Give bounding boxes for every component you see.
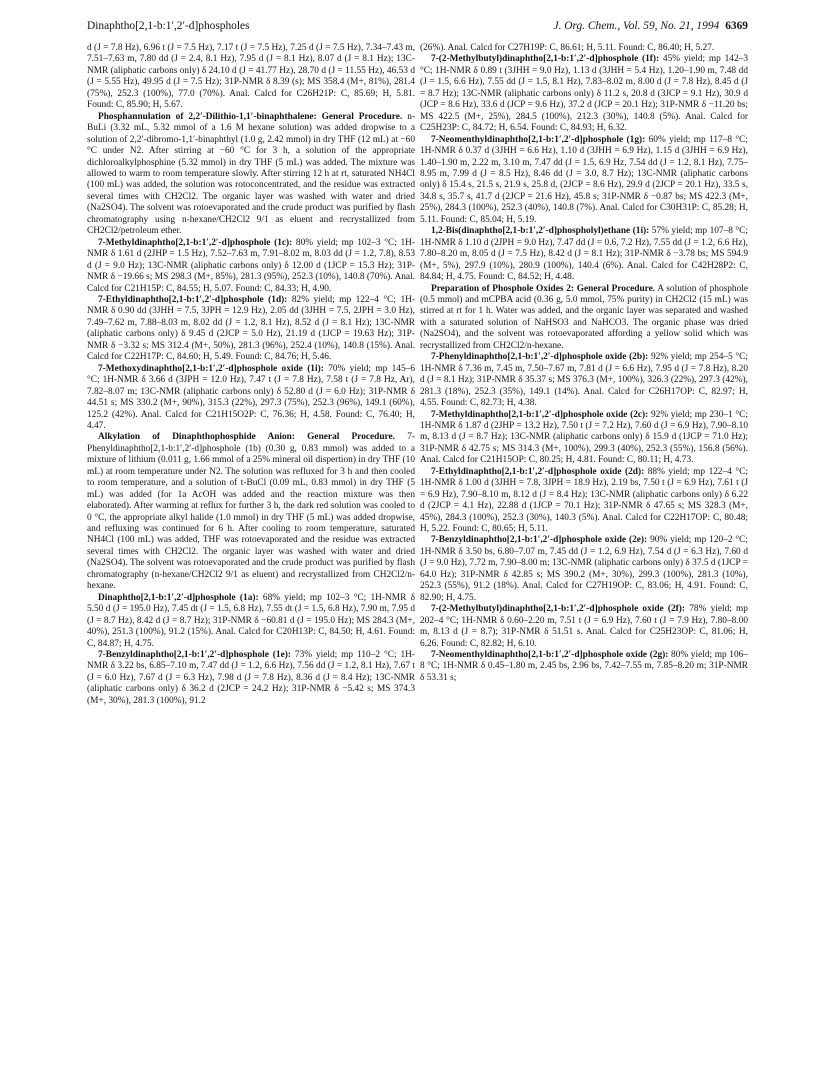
paragraph-heading: 7-Neomenthyldinaphtho[2,1-b:1′,2′-d]phosphole oxide (2g): — [431, 650, 669, 661]
paragraph-text: 68% yield; mp 102–3 °C; 1H-NMR δ 5.50 d (J = 195.0 Hz), 7.45 dt (J = 1.5, 6.8 Hz), 7.55 dt (J = 1.5, 6.8 Hz), 7.90 m, 7.95 d (J = 8.7 Hz), 8.42 d (J = 8.7 Hz); 31P-NMR δ −60.81 d (J = 195.0 Hz); MS 284.3 (M+, 40%), 251.3 (100%), 91.2 (15%). Anal. Calcd for C20H13P: C, 84.50; H, 4.61. Found: C, 84.87; H, 4.75. — [87, 592, 415, 649]
paragraph-heading: 7-Benzyldinaphtho[2,1-b:1′,2′-d]phosphole (1e): — [98, 650, 291, 661]
paragraph-heading: 7-(2-Methylbutyl)dinaphtho[2,1-b:1′,2′-d]phosphole oxide (2f): — [431, 604, 686, 615]
paragraph-heading: 7-Benzyldinaphtho[2,1-b:1′,2′-d]phosphole oxide (2e): — [431, 535, 648, 546]
paragraph-text: 78% yield; mp 202–4 °C; 1H-NMR δ 0.60–2.20 m, 7.51 t (J = 6.9 Hz), 7.60 t (J = 7.9 Hz), 7.80–8.00 m, 8.13 d (J = 8.7); 31P-NMR δ 51.51 s. Anal. Calcd for C25H23OP: C, 81.06; H, 6.26. Found: C, 82.82; H, 6.10. — [420, 604, 748, 649]
left-column — [87, 43, 415, 707]
paragraph — [420, 535, 748, 604]
paragraph-heading: 7-Neomenthyldinaphtho[2,1-b:1′,2′-d]phosphole (1g): — [431, 134, 646, 145]
paragraph-text: 80% yield; mp 106–8 °C; 1H-NMR δ 0.45–1.80 m, 2.45 bs, 2.96 bs, 7.42–7.55 m, 7.85–8.20 m; 31P-NMR δ 53.31 s; — [420, 650, 748, 683]
paragraph — [87, 593, 415, 650]
paragraph-text: 80% yield; mp 102–3 °C; 1H-NMR δ 1.61 d (2JHP = 1.5 Hz), 7.52–7.63 m, 7.91–8.02 m, 8.03 dd (J = 1.2, 7.8), 8.53 d (J = 9.0 Hz); 13C-NMR (aliphatic carbons only) δ 12.00 d (1JCP = 15.3 Hz); 31P-NMR δ −19.66 s; MS 298.3 (M+, 85%), 281.3 (95%), 252.3 (10%), 140.8 (70%). Anal. Calcd for C21H15P: C, 84.55; H, 5.07. Found: C, 84.33; H, 4.90. — [87, 237, 415, 294]
paragraph-heading: 1,2-Bis(dinaphtho[2,1-b:1′,2′-d]phospholyl)ethane (1i): — [431, 226, 650, 237]
paragraph-text: 60% yield; mp 117–8 °C; 1H-NMR δ 0.37 d (3JHH = 6.6 Hz), 1.10 d (3JHH = 6.9 Hz), 1.15 d (3JHH = 6.9 Hz), 1.40–1.90 m, 2.22 m, 3.10 m, 7.47 dd (J = 1.5, 6.9 Hz, 7.54 dd (J = 1.2, 8.1 Hz), 7.75–8.95 m, 7.99 d (J = 8.5 Hz), 8.46 dd (J = 3.0, 8.7 Hz); 13C-NMR (aliphatic carbons only) δ 15.4 s, 21.5 s, 21.9 s, 25.8 d, (2JCP = 8.6 Hz), 29.9 d (2JCP = 20.1 Hz), 33.5 s, 34.8 s, 35.7 s, 41.7 d (2JCP = 21.6 Hz), 45.8 s; 31P-NMR δ −0.87 bs; MS 422.3 (M+, 25%), 284.3 (100%), 252.3 (40%), 140.8 (7%). Anal. Calcd for C30H31P: C, 85.28; H, 5.11. Found: C, 85.04; H, 5.19. — [420, 134, 748, 225]
paragraph-text: 92% yield; mp 230–1 °C; 1H-NMR δ 1.87 d (2JHP = 13.2 Hz), 7.50 t (J = 7.2 Hz), 7.60 d (J = 6.9 Hz), 7.90–8.10 m, 8.13 d (J = 8.7 Hz); 13C-NMR (aliphatic carbons only) δ 15.9 d (1JCP = 71.0 Hz); 31P-NMR δ 42.75 s; MS 314.3 (M+, 100%), 299.3 (40%), 252.3 (55%), 156.8 (56%). Anal. Calcd for C21H15OP: C, 80.25; H, 4.81. Found: C, 80.11; H, 4.73. — [420, 409, 749, 466]
paragraph — [420, 226, 748, 283]
paragraph-text: d (J = 7.8 Hz), 6.96 t (J = 7.5 Hz), 7.17 t (J = 7.5 Hz), 7.25 d (J = 7.5 Hz), 7.34–7.43 m, 7.51–7.63 m, 7.80 dd (J = 2.4, 8.1 Hz), 7.95 d (J = 8.1 Hz), 8.07 d (J = 8.1 Hz); 13C-NMR (aliphatic carbons only) δ 24.10 d (J = 41.77 Hz), 28.70 d (J = 11.55 Hz), 46.53 d (J = 5.55 Hz), 49.95 d (J = 7.5 Hz); 31P-NMR δ 8.39 (s); MS 358.4 (M+, 81%), 281.4 (75%), 252.3 (100%), 77.0 (70%). Anal. Calcd for C26H21P: C, 85.69; H, 5.81. Found: C, 85.90; H, 5.67. — [87, 43, 415, 111]
paragraph-heading: 7-(2-Methylbutyl)dinaphtho[2,1-b:1′,2′-d]phosphole (1f): — [431, 54, 660, 65]
paragraph-text: 7-Phenyldinaphtho[2,1-b:1′,2′-d]phosphole (1b) (0.30 g, 0.83 mmol) was added to a mixture of lithium (0.011 g, 1.66 mmol of a 25% mineral oil dispertion) in dry THF (10 mL) at room temperature under N2. The solution was refluxed for 3 h and then cooled to room temperature, and a solution of t-BuCl (0.09 mL, 0.83 mmol) in dry THF (5 mL) was added (for 1a AcOH was added and the reaction mixture was then elaborated). After warming at reflux for further 3 h, the dark red solution was cooled to 0 °C, the appropriate alkyl halide (1.0 mmol) in dry THF (5 mL) was added dropwise, and refluxing was continued for 6 h. After cooling to room temperature, saturated NH4Cl (100 mL) was added, THF was rotoevaporated and the residue was extracted several times with CH2Cl2. The organic layer was washed with water and dried (Na2SO4). The solvent was rotoevaporated and the crude product was purified by flash chromatography (n-hexane/CH2Cl2 9/1 as eluent) and recrystallized from CH2Cl2/n-hexane. — [87, 432, 416, 592]
paragraph — [420, 604, 748, 650]
paragraph-heading: 7-Ethyldinaphtho[2,1-b:1′,2′-d]phosphole oxide (2d): — [431, 466, 645, 477]
paragraph — [87, 112, 415, 238]
paragraph-text: 70% yield; mp 145–6 °C; 1H-NMR δ 3.66 d (3JPH = 12.0 Hz), 7.47 t (J = 7.8 Hz), 7.58 t (J = 7.8 Hz, Ar), 7.82–8.07 m; 13C-NMR (aliphatic carbons only) δ 52.80 d (J = 6.0 Hz); 31P-NMR δ 44.51 s; MS 330.2 (M+, 90%), 315.3 (22%), 297.3 (75%), 252.3 (96%), 149.1 (60%), 125.2 (42%). Anal. Calcd for C21H15O2P: C, 76.36; H, 4.58. Found: C, 76.40; H, 4.47. — [87, 363, 415, 431]
paragraph-text: 82% yield; mp 122–4 °C; 1H-NMR δ 0.90 dd (3JHH = 7.5, 3JPH = 12.9 Hz), 2.05 dd (3JHH = 7.5, 2JPH = 3.0 Hz), 7.49–7.62 m, 7.88–8.03 m, 8.02 dd (J = 1.2, 8.1 Hz), 8.52 d (J = 8.1 Hz); 13C-NMR (aliphatic carbons only) δ 9.45 d (2JCP = 5.0 Hz), 21.19 d (1JCP = 19.63 Hz); 31P-NMR δ −3.32 s; MS 312.4 (M+, 50%), 281.3 (96%), 252.4 (10%), 140.8 (15%). Anal. Calcd for C22H17P: C, 84.60; H, 5.49. Found: C, 84.76; H, 5.46. — [87, 294, 415, 363]
paragraph — [420, 467, 748, 536]
paragraph — [420, 650, 748, 684]
paragraph — [420, 135, 748, 227]
paragraph — [87, 650, 415, 707]
paragraph — [420, 352, 748, 409]
paragraph-heading: Preparation of Phosphole Oxides 2: General Procedure. — [431, 283, 656, 294]
page-header — [87, 20, 748, 40]
paragraph — [87, 432, 415, 592]
paragraph-text: 88% yield; mp 122–4 °C; 1H-NMR δ 1.00 d (3JHH = 7.8, 3JPH = 18.9 Hz), 2.19 bs, 7.50 t (J = 6.9 Hz), 7.61 t (J = 6.9 Hz), 7.90–8.10 m, 8.12 d (J = 8.4 Hz); 13C-NMR (aliphatic carbons only) δ 6.22 d (2JCP = 4.1 Hz), 22.88 d (1JCP = 70.1 Hz); 31P-NMR δ 47.65 s; MS 328.3 (M+, 45%), 284.3 (100%), 252.3 (30%), 140.3 (5%). Anal. Calcd for C22H17OP: C, 80.48; H, 5.22. Found: C, 80.65; H, 5.11. — [420, 466, 748, 535]
paragraph — [87, 238, 415, 295]
paragraph-text: 45% yield; mp 142–3 °C; 1H-NMR δ 0.89 t (3JHH = 9.0 Hz), 1.13 d (3JHH = 5.4 Hz), 1.20–1.90 m, 7.48 dd (J = 1.5, 6.6 Hz), 7.55 dd (J = 1.5, 8.1 Hz), 7.83–8.02 m, 8.00 d (J = 7.8 Hz), 8.45 d (J = 8.7 Hz); 13C-NMR (aliphatic carbons only) δ 11.2 s, 20.8 d (3JCP = 9.1 Hz), 30.9 d (JCP = 8.6 Hz), 33.6 d (JCP = 9.6 Hz), 37.2 d (JCP = 20.1 Hz); 31P-NMR δ −11.20 bs; MS 422.5 (M+, 25%), 284.5 (100%), 212.3 (30%), 140.8 (5%). Anal. Calcd for C25H23P: C, 84.72; H, 6.54. Found: C, 84.93; H, 6.32. — [420, 54, 748, 134]
paragraph — [420, 284, 748, 353]
paragraph — [420, 43, 748, 54]
paragraph-heading: 7-Methyldinaphtho[2,1-b:1′,2′-d]phosphole oxide (2c): — [431, 409, 649, 420]
running-title: Dinaphtho[2,1-b:1′,2′-d]phospholes — [87, 20, 250, 32]
page-number: 6369 — [725, 20, 748, 32]
paragraph — [420, 54, 748, 134]
paragraph — [87, 295, 415, 364]
paragraph-text: n-BuLi (3.32 mL, 5.32 mmol of a 1.6 M hexane solution) was added dropwise to a solution of 2,2′-dibromo-1,1′-binaphthyl (1.0 g, 2.42 mmol) in dry THF (12 mL) at −60 °C under N2. After stirring at −60 °C for 3 h, a solution of the appropriate dichloroalkylphosphine (5.32 mmol) in dry THF (5 mL) was added. The mixture was allowed to warm to room temperature slowly. After stirring 12 h at rt, saturated NH4Cl (100 mL) was added, the solution was rotoconcentrated, and the residue was extracted several times with CH2Cl2. The organic layer was washed with water and dried (Na2SO4). The solvent was rotoevaporated and the crude product was purified by flash chromatography using n-hexane/CH2Cl2 9/1 as eluent and recrystallized from CH2Cl2/petroleum ether. — [87, 111, 415, 237]
paragraph-heading: Alkylation of Dinaphthophosphide Anion: General Procedure. — [98, 432, 396, 443]
paragraph-text: 57% yield; mp 107–8 °C; 1H-NMR δ 1.10 d (2JPH = 9.0 Hz), 7.47 dd (J = 0.6, 7.2 Hz), 7.55 dd (J = 1.2, 6.6 Hz), 7.80–8.20 m, 8.05 d (J = 7.5 Hz), 8.42 d (J = 8.1 Hz); 31P-NMR δ −3.78 bs; MS 594.9 (M+, 5%), 297.9 (10%), 280.9 (100%), 140.4 (6%). Anal. Calcd for C42H28P2: C, 84.84; H, 4.75. Found: C, 84.52; H, 4.48. — [420, 226, 748, 283]
paragraph-heading: 7-Ethyldinaphtho[2,1-b:1′,2′-d]phosphole (1d): — [98, 294, 288, 305]
paragraph-text: 92% yield; mp 254–5 °C; 1H-NMR δ 7.36 m, 7.45 m, 7.50–7.67 m, 7.81 d (J = 6.6 Hz), 7.95 d (J = 7.8 Hz), 8.20 d (J = 8.1 Hz); 31P-NMR δ 35.37 s; MS 376.3 (M+, 100%), 326.3 (22%), 297.3 (42%), 281.3 (18%), 252.3 (35%), 149.1 (14%). Anal. Calcd for C26H17OP: C, 82.97; H, 4.55. Found: C, 82.73; H, 4.38. — [420, 352, 748, 409]
right-column — [420, 43, 748, 684]
paragraph — [87, 43, 415, 112]
journal-citation — [554, 20, 748, 32]
journal-name: J. Org. Chem., Vol. 59, No. 21, 1994 — [553, 20, 720, 32]
paragraph-heading: 7-Methoxydinaphtho[2,1-b:1′,2′-d]phosphole oxide (1i): — [98, 363, 324, 374]
paragraph-text: A solution of phosphole (0.5 mmol) and mCPBA acid (0.36 g, 5.0 mmol, 75% purity) in CH2Cl2 (15 mL) was stirred at rt for 1 h. Water was added, and the organic layer was separated and washed with a saturated solution of NaHSO3 and NaHCO3. The organic phase was dried (Na2SO4), and the solvent was rotoevaporated affording a yellow solid which was recrystallized from CH2Cl2/n-hexane. — [420, 283, 749, 351]
paragraph-text: 90% yield; mp 120–2 °C; 1H-NMR δ 3.50 bs, 6.80–7.07 m, 7.45 dd (J = 1.2, 6.9 Hz), 7.54 d (J = 6.3 Hz), 7.60 d (J = 9.0 Hz), 7.72 m, 7.90–8.00 m; 13C-NMR (aliphatic carbons only) δ 37.5 d (1JCP = 64.0 Hz); 31P-NMR δ 42.85 s; MS 390.2 (M+, 30%), 299.3 (100%), 281.3 (10%), 252.3 (55%), 91.2 (18%). Anal. Calcd for C27H19OP: C, 83.06; H, 4.91. Found: C, 82.90; H, 4.75. — [420, 535, 748, 603]
paragraph-heading: Phosphannulation of 2,2′-Dilithio-1,1′-binaphthalene: General Procedure. — [98, 111, 403, 122]
paragraph — [87, 364, 415, 433]
paragraph-heading: 7-Methyldinaphtho[2,1-b:1′,2′-d]phosphole (1c): — [98, 237, 293, 248]
paragraph-heading: 7-Phenyldinaphtho[2,1-b:1′,2′-d]phosphole oxide (2b): — [431, 352, 649, 363]
paragraph-text: (26%). Anal. Calcd for C27H19P: C, 86.61; H, 5.11. Found: C, 86.40; H, 5.27. — [420, 43, 715, 53]
paragraph-text: 73% yield; mp 110–2 °C; 1H-NMR δ 3.22 bs, 6.85–7.10 m, 7.47 dd (J = 1.2, 6.6 Hz), 7.56 dd (J = 1.2, 8.1 Hz), 7.67 t (J = 6.0 Hz), 7.67 d (J = 6.3 Hz), 7.98 d (J = 7.8 Hz), 8.36 d (J = 8.4 Hz); 13C-NMR (aliphatic carbons only) δ 36.2 d (2JCP = 24.2 Hz); 31P-NMR δ −5.42 s; MS 374.3 (M+, 30%), 281.3 (100%), 91.2 — [87, 650, 415, 706]
paragraph-heading: Dinaphtho[2,1-b:1′,2′-d]phosphole (1a): — [98, 592, 259, 603]
paragraph — [420, 410, 748, 467]
